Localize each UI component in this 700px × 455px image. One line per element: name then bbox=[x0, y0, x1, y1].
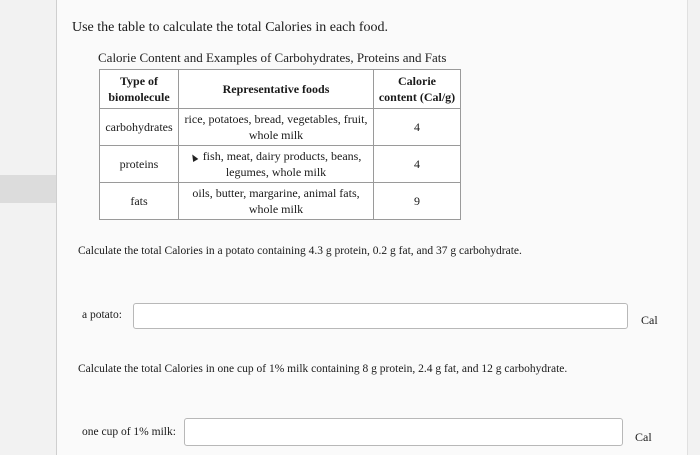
side-strip bbox=[0, 175, 56, 203]
row-foods: rice, potatoes, bread, vegetables, fruit, whole milk bbox=[179, 109, 374, 146]
row-calories: 4 bbox=[374, 109, 461, 146]
potato-label: a potato: bbox=[82, 309, 122, 321]
table-caption: Calorie Content and Examples of Carbohydrates, Proteins and Fats bbox=[98, 50, 447, 65]
row-type: fats bbox=[100, 183, 179, 220]
mouse-cursor-icon bbox=[189, 153, 198, 162]
question-1-text: Calculate the total Calories in a potato containing 4.3 g protein, 0.2 g fat, and 37 g carbohydrate. bbox=[78, 245, 522, 257]
row-calories: 9 bbox=[374, 183, 461, 220]
header-calories: Calorie content (Cal/g) bbox=[374, 70, 461, 109]
question-2-text: Calculate the total Calories in one cup of 1% milk containing 8 g protein, 2.4 g fat, and 12 g carbohydrate. bbox=[78, 363, 568, 375]
table-row bbox=[100, 146, 461, 183]
table-header-row bbox=[100, 70, 461, 109]
potato-unit: Cal bbox=[641, 313, 658, 327]
table-row bbox=[100, 183, 461, 220]
milk-unit: Cal bbox=[635, 430, 652, 444]
row-foods: oils, butter, margarine, animal fats, whole milk bbox=[179, 183, 374, 220]
milk-label: one cup of 1% milk: bbox=[82, 426, 176, 438]
row-calories: 4 bbox=[374, 146, 461, 183]
row-type: carbohydrates bbox=[100, 109, 179, 146]
potato-calories-input[interactable] bbox=[133, 303, 628, 329]
header-foods: Representative foods bbox=[179, 70, 374, 109]
calorie-table bbox=[99, 69, 461, 220]
table-row bbox=[100, 109, 461, 146]
row-foods: fish, meat, dairy products, beans, legumes, whole milk bbox=[202, 149, 362, 179]
header-type: Type of biomolecule bbox=[100, 70, 179, 109]
instruction-text: Use the table to calculate the total Calories in each food. bbox=[72, 20, 389, 35]
row-type: proteins bbox=[100, 146, 179, 183]
milk-calories-input[interactable] bbox=[184, 418, 623, 446]
row-foods-cell bbox=[179, 146, 374, 183]
